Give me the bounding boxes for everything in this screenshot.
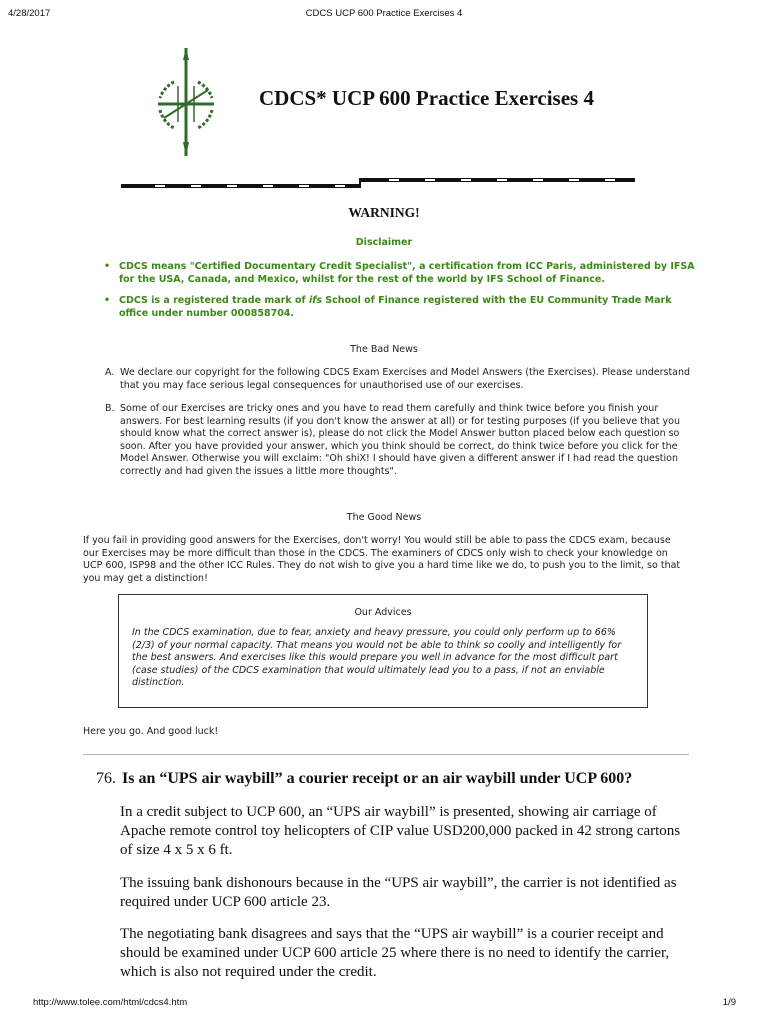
item-text: We declare our copyright for the following CDCS Exam Exercises and Model Answers (the Exercises). Please understand that you may face serious legal consequences for unauthorised use of our exercises. (120, 367, 691, 391)
question-paragraph: The issuing bank dishonours because in the “UPS air waybill”, the carrier is not identified as required under UCP 600 article 23. (120, 875, 677, 910)
advices-box (118, 594, 648, 708)
item-text: Some of our Exercises are tricky ones and you have to read them carefully and think twice before you finish your answers. For best learning results (if you don't know the answer at all) or for testing purposes (if you believe that you should know what the correct answer is), please do not click the Model Answer button placed below each question so soon. After you have provided your answer, which you think should be correct, do think twice before you click for the Model Answer. Otherwise you will exclaim: "Oh shiX! I should have given a different answer if I had read the question correctly and had given the issues a little more thoughts". (120, 403, 680, 477)
page-title: CDCS* UCP 600 Practice Exercises 4 (259, 86, 594, 110)
disclaimer-item: • CDCS is a registered trade mark of ifs School of Finance registered with the EU Community Trade Mark office under number 000858704. (101, 295, 695, 320)
question-paragraph: In a credit subject to UCP 600, an “UPS air waybill” is presented, showing air carriage of Apache remote control toy helicopters of CIP value USD200,000 packed in 42 strong cartons of size 4 x 5 x 6 ft. (120, 804, 681, 858)
disclaimer-list (101, 261, 695, 329)
advices-title: Our Advices (354, 607, 412, 618)
bad-news-item-b (105, 403, 691, 478)
cross-logo (148, 46, 224, 158)
decorative-rule (121, 170, 635, 196)
good-luck-text: Here you go. And good luck! (83, 726, 219, 737)
print-title: CDCS UCP 600 Practice Exercises 4 (305, 8, 463, 19)
divider (83, 754, 689, 755)
disclaimer-heading: Disclaimer (355, 237, 413, 248)
question-title: Is an “UPS air waybill” a courier receipt or an air waybill under UCP 600? (122, 770, 633, 787)
bad-news-item-a (105, 367, 691, 392)
question-paragraph: The negotiating bank disagrees and says that the “UPS air waybill” is a courier receipt and should be examined under UCP 600 article 25 where there is no need to identify the carrier, which is also not required under the credit. (120, 926, 670, 980)
advices-text: In the CDCS examination, due to fear, anxiety and heavy pressure, you could only perform up to 66% (2/3) of your normal capacity. That means you would not be able to think so coolly and intelligently for the best answers. And exercises like this would prepare you well in advance for the most difficult part (case studies) of the CDCS examination that would ultimately lead you to a pass, if not an enviable distinction. (132, 627, 622, 688)
good-news-heading: The Good News (346, 512, 422, 523)
item-label: A. (105, 367, 115, 378)
print-url: http://www.tolee.com/html/cdcs4.htm (33, 997, 188, 1008)
warning-heading: WARNING! (348, 205, 420, 220)
disclaimer-item: • CDCS means "Certified Documentary Credit Specialist", a certification from ICC Paris, administered by IFSA for the USA, Canada, and Mexico, whilst for the rest of the world by IFS School of Finance. (101, 261, 695, 286)
print-date: 4/28/2017 (8, 8, 51, 19)
item-label: B. (105, 403, 115, 414)
bad-news-heading: The Bad News (350, 344, 418, 355)
question-number: 76. (96, 770, 116, 787)
print-page-number: 1/9 (722, 997, 736, 1008)
good-news-text: If you fail in providing good answers for the Exercises, don't worry! You would still be able to pass the CDCS exam, because our Exercises may be more difficult than those in the CDCS. The examiners of CDCS only wish to check your knowledge on UCP 600, ISP98 and the other ICC Rules. They do not wish to give you a hard time like we do, to push you to the limit, so that you may get a distinction! (83, 535, 681, 584)
